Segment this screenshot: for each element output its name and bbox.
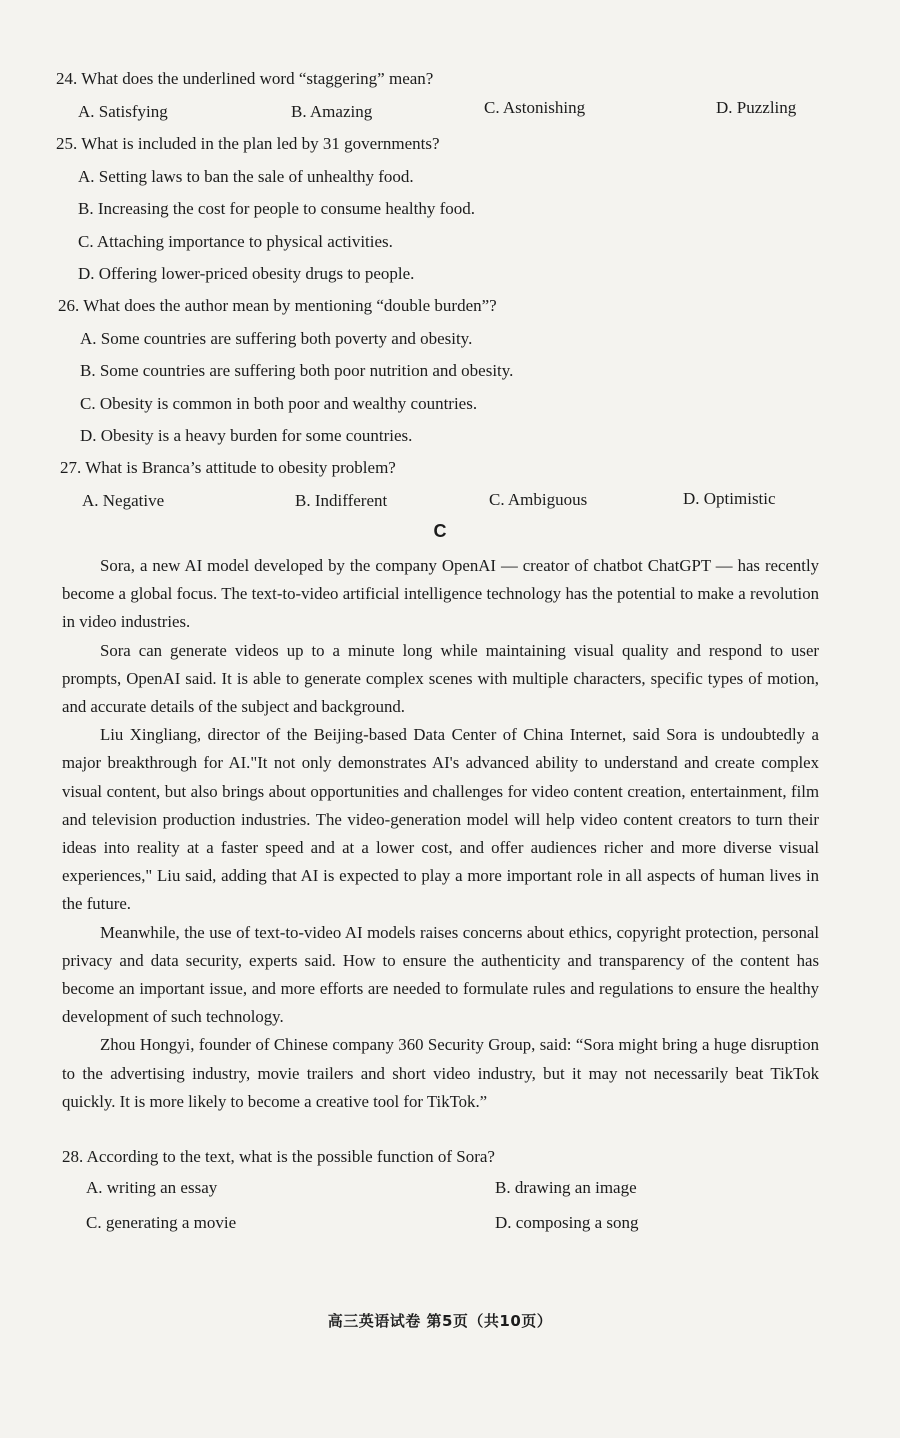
- passage-paragraph: Sora can generate videos up to a minute long while maintaining visual quality and respond to user prompts, OpenAI said. It is able to generate complex scenes with multiple characters, specific types of motion, and accurate details of the subject and background.: [62, 640, 819, 717]
- page-footer: 高三英语试卷 第5页（共10页）: [327, 1312, 553, 1330]
- question-25-stem: 25. What is included in the plan led by 31 governments?: [56, 134, 440, 153]
- passage-paragraph: Meanwhile, the use of text-to-video AI models raises concerns about ethics, copyright protection, personal privacy and data security, experts said. How to ensure the authenticity and transparency of the content has become an important issue, and more efforts are needed to formulate rules and regulations to ensure the healthy development of such technology.: [62, 922, 819, 1027]
- question-27-option-d: D. Optimistic: [683, 489, 776, 508]
- passage-paragraph: Liu Xingliang, director of the Beijing-based Data Center of China Internet, said Sora is undoubtedly a major breakthrough for AI."It not only demonstrates AI's advanced ability to understand and create complex visual content, but also brings about opportunities and challenges for video content creation, entertainment, film and television production industries. The video-generation model will help video content creators to turn their ideas into reality at a faster speed and at a lower cost, and offer audiences richer and more diverse visual experiences," Liu said, adding that AI is expected to play a more important role in all aspects of human lives in the future.: [62, 725, 819, 914]
- question-26-option-a: A. Some countries are suffering both poverty and obesity.: [80, 329, 473, 348]
- question-25-option-d: D. Offering lower-priced obesity drugs to people.: [78, 264, 415, 283]
- question-26-stem: 26. What does the author mean by mentioning “double burden”?: [58, 296, 497, 315]
- question-26-option-b: B. Some countries are suffering both poor nutrition and obesity.: [80, 361, 514, 380]
- question-26-option-d: D. Obesity is a heavy burden for some countries.: [80, 426, 413, 445]
- question-28-option-b: B. drawing an image: [495, 1178, 637, 1197]
- question-27-option-a: A. Negative: [82, 491, 165, 510]
- question-24-option-c: C. Astonishing: [484, 98, 586, 117]
- reading-passage: [62, 552, 819, 1116]
- question-28-option-c: C. generating a movie: [86, 1213, 237, 1232]
- question-24-stem: 24. What does the underlined word “staggering” mean?: [56, 69, 434, 88]
- passage-paragraph: Zhou Hongyi, founder of Chinese company 360 Security Group, said: “Sora might bring a huge disruption to the advertising industry, movie trailers and short video industry, but it may not necessarily beat TikTok quickly. It is more likely to become a creative tool for TikTok.”: [62, 1035, 819, 1111]
- question-25-option-b: B. Increasing the cost for people to consume healthy food.: [78, 199, 476, 218]
- question-28-option-a: A. writing an essay: [86, 1178, 218, 1197]
- question-27-option-b: B. Indifferent: [295, 491, 388, 510]
- question-27-option-c: C. Ambiguous: [489, 490, 588, 509]
- section-heading: C: [433, 521, 447, 541]
- question-24-option-b: B. Amazing: [291, 102, 373, 121]
- passage-paragraph: Sora, a new AI model developed by the company OpenAI — creator of chatbot ChatGPT — has recently become a global focus. The text-to-video artificial intelligence technology has the potential to make a revolution in video industries.: [62, 556, 819, 632]
- question-28-option-d: D. composing a song: [495, 1213, 639, 1232]
- question-26-option-c: C. Obesity is common in both poor and wealthy countries.: [80, 394, 478, 413]
- question-24-option-d: D. Puzzling: [716, 98, 797, 117]
- question-25-option-c: C. Attaching importance to physical activities.: [78, 232, 393, 251]
- question-28-stem: 28. According to the text, what is the possible function of Sora?: [62, 1147, 495, 1166]
- question-24-option-a: A. Satisfying: [78, 102, 168, 121]
- question-27-stem: 27. What is Branca’s attitude to obesity problem?: [60, 458, 396, 477]
- question-25-option-a: A. Setting laws to ban the sale of unhealthy food.: [78, 167, 414, 186]
